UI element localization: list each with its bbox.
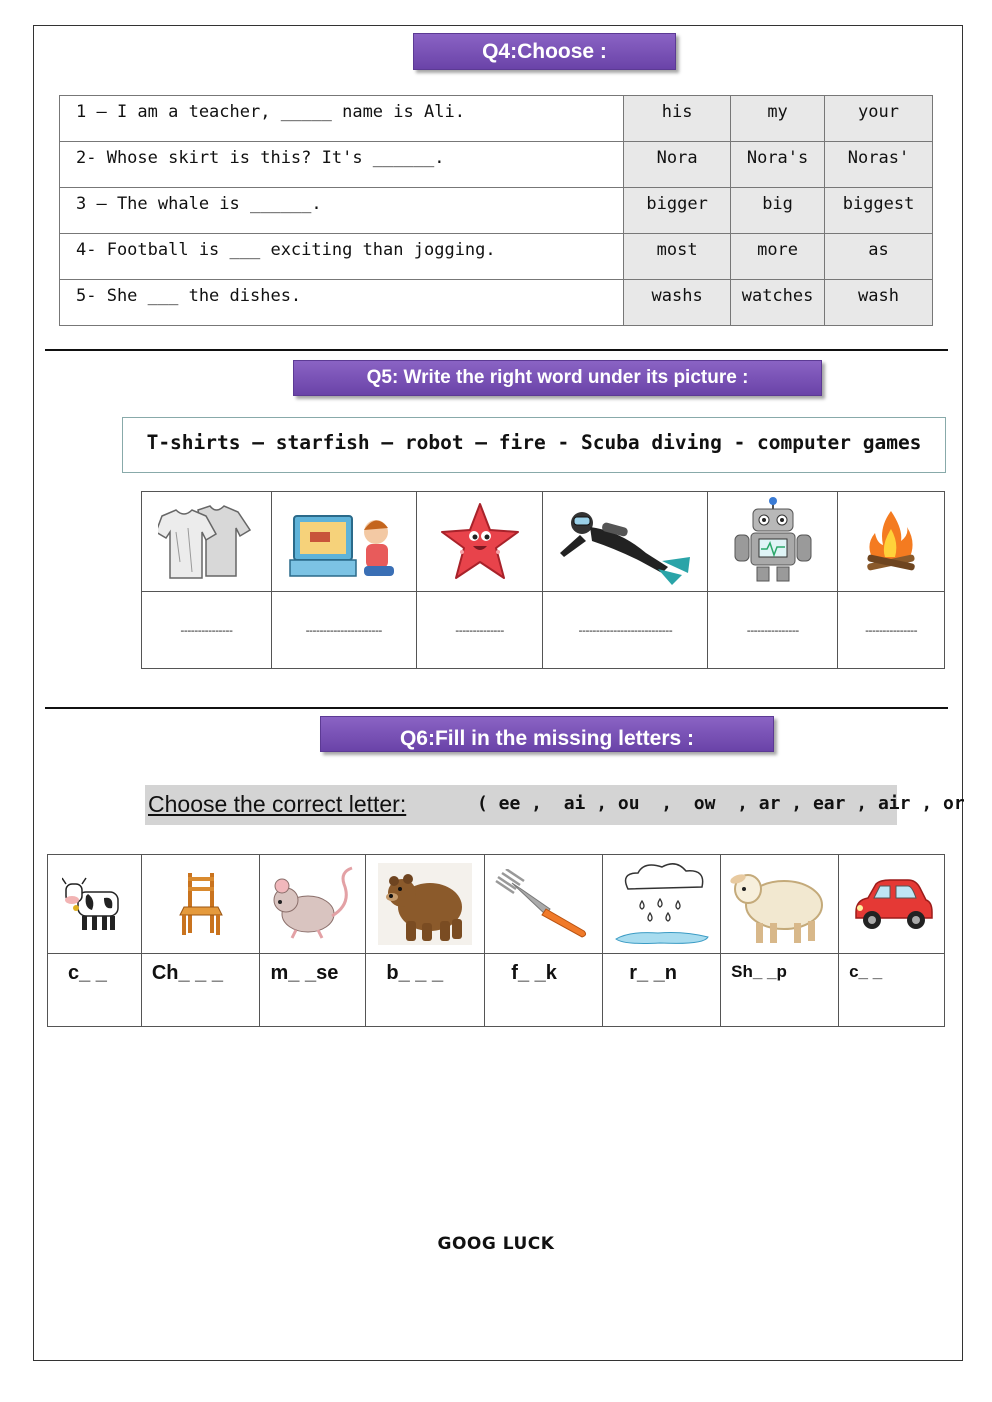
q4-option[interactable]: most [624,234,731,280]
scuba-diver-icon [550,497,700,587]
missing-letters-word[interactable]: c_ _ [48,954,142,1027]
sheep-icon [728,861,832,947]
missing-letters-word[interactable]: c_ _ [839,954,945,1027]
q4-option[interactable]: bigger [624,188,731,234]
q4-question: 3 – The whale is ______. [60,188,624,234]
table-row [60,96,933,142]
divider [45,707,948,709]
missing-letters-word[interactable]: Sh_ _p [721,954,839,1027]
answer-blank[interactable]: --------------- [708,592,838,669]
missing-letters-word[interactable]: m_ _se [260,954,366,1027]
q4-option[interactable]: Nora [624,142,731,188]
tshirts-icon [158,502,254,582]
answer-blank[interactable]: --------------------------- [543,592,708,669]
divider [45,349,948,351]
missing-letters-word[interactable]: b_ _ _ [366,954,485,1027]
answer-blank[interactable]: ---------------------- [271,592,416,669]
table-row [48,855,945,954]
missing-letters-word[interactable]: r_ _n [603,954,721,1027]
picture-cell [366,855,485,954]
q4-option[interactable]: more [731,234,825,280]
picture-cell [271,492,416,592]
missing-letters-word[interactable]: f_ _k [485,954,603,1027]
q4-question: 1 – I am a teacher, _____ name is Ali. [60,96,624,142]
q4-option[interactable]: watches [731,280,825,326]
choose-letters: ( ee , ai , ou , ow , ar , ear , air , or [477,793,965,814]
q4-table [59,95,933,326]
choose-label: Choose the correct letter: [148,791,407,817]
chair-icon [176,869,226,939]
q4-question: 4- Football is ___ exciting than jogging. [60,234,624,280]
answer-blank[interactable]: --------------- [838,592,945,669]
table-row [60,142,933,188]
q6-table [47,854,945,1027]
choose-letter-bar [145,785,965,825]
q4-question: 2- Whose skirt is this? It's ______. [60,142,624,188]
q4-option[interactable]: Nora's [731,142,825,188]
q4-option[interactable]: my [731,96,825,142]
fork-icon [494,869,594,939]
q4-option[interactable]: your [825,96,933,142]
picture-cell [543,492,708,592]
table-row [142,592,945,669]
cow-icon [62,874,126,934]
picture-cell [838,492,945,592]
q6-title: Q6:Fill in the missing letters : [320,716,774,752]
q4-question: 5- She ___ the dishes. [60,280,624,326]
missing-letters-word[interactable]: Ch_ _ _ [141,954,260,1027]
table-row [60,234,933,280]
picture-cell [485,855,603,954]
computer-games-icon [286,502,402,582]
picture-cell [48,855,142,954]
table-row [60,188,933,234]
picture-cell [141,855,260,954]
rain-icon [610,861,714,947]
picture-cell [142,492,272,592]
fire-icon [861,507,921,577]
q4-option[interactable]: as [825,234,933,280]
starfish-icon [440,500,520,584]
picture-cell [708,492,838,592]
mouse-icon [268,864,358,944]
table-row [48,954,945,1027]
q4-option[interactable]: washs [624,280,731,326]
q5-title: Q5: Write the right word under its picture : [293,360,822,396]
q5-word-bank: T-shirts – starfish – robot – fire - Scuba diving - computer games [122,417,946,473]
picture-cell [721,855,839,954]
picture-cell [839,855,945,954]
q4-option[interactable]: big [731,188,825,234]
q5-table [141,491,945,669]
robot-icon [723,497,823,587]
car-icon [850,874,934,934]
q4-option[interactable]: biggest [825,188,933,234]
picture-cell [603,855,721,954]
table-row [60,280,933,326]
answer-blank[interactable]: -------------- [416,592,543,669]
picture-cell [260,855,366,954]
q4-option[interactable]: his [624,96,731,142]
bear-icon [378,863,472,945]
q4-option[interactable]: Noras' [825,142,933,188]
answer-blank[interactable]: --------------- [142,592,272,669]
footer-text: GOOG LUCK [437,1234,555,1254]
q4-option[interactable]: wash [825,280,933,326]
picture-cell [416,492,543,592]
q4-title: Q4:Choose : [413,33,676,70]
table-row [142,492,945,592]
